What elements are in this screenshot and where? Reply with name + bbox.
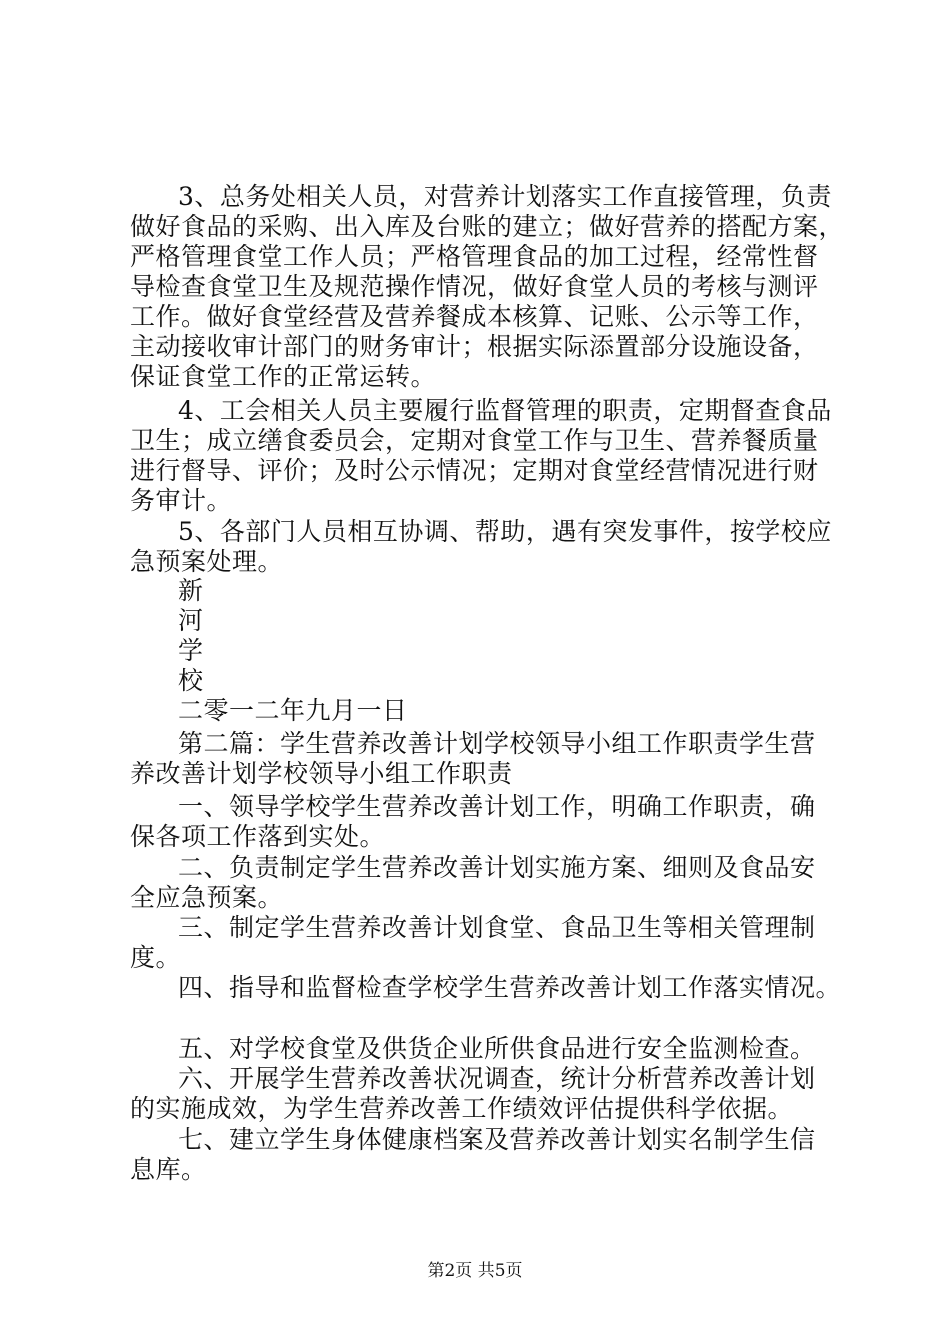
paragraph-line: 的实施成效，为学生营养改善工作绩效评估提供科学依据。 (130, 1094, 794, 1123)
page-footer: 第2页 共5页 (427, 1261, 523, 1281)
paragraph-line: 导检查食堂卫生及规范操作情况，做好食堂人员的考核与测评 (130, 272, 819, 301)
date-line: 二零一二年九月一日 (178, 696, 408, 725)
paragraph-line: 七、建立学生身体健康档案及营养改善计划实名制学生信 (178, 1125, 816, 1154)
paragraph-line: 进行督导、评价；及时公示情况；定期对食堂经营情况进行财 (130, 456, 819, 485)
signature-char: 学 (178, 636, 204, 665)
signature-char: 新 (178, 576, 204, 605)
paragraph-line: 保证食堂工作的正常运转。 (130, 362, 437, 391)
paragraph-line: 二、负责制定学生营养改善计划实施方案、细则及食品安 (178, 853, 816, 882)
paragraph-line: 三、制定学生营养改善计划食堂、食品卫生等相关管理制 (178, 913, 816, 942)
paragraph-line: 全应急预案。 (130, 883, 284, 912)
paragraph-line: 度。 (130, 943, 182, 972)
paragraph-line: 一、领导学校学生营养改善计划工作，明确工作职责，确 (178, 792, 816, 821)
signature-char: 河 (178, 606, 204, 635)
section-heading: 养改善计划学校领导小组工作职责 (130, 759, 513, 788)
paragraph-line: 息库。 (130, 1155, 207, 1184)
paragraph-line: 卫生；成立缮食委员会，定期对食堂工作与卫生、营养餐质量 (130, 426, 819, 455)
paragraph-line: 5、各部门人员相互协调、帮助，遇有突发事件，按学校应 (178, 517, 832, 546)
paragraph-line: 工作。做好食堂经营及营养餐成本核算、记账、公示等工作， (130, 302, 819, 331)
section-heading: 第二篇：学生营养改善计划学校领导小组工作职责学生营 (178, 729, 816, 758)
paragraph-line: 4、工会相关人员主要履行监督管理的职责，定期督查食品 (178, 396, 832, 425)
paragraph-line: 严格管理食堂工作人员；严格管理食品的加工过程，经常性督 (130, 242, 819, 271)
paragraph-line: 保各项工作落到实处。 (130, 822, 386, 851)
paragraph-line: 做好食品的采购、出入库及台账的建立；做好营养的搭配方案， (130, 212, 845, 241)
paragraph-line: 务审计。 (130, 486, 233, 515)
paragraph-line: 急预案处理。 (130, 547, 284, 576)
paragraph-line: 四、指导和监督检查学校学生营养改善计划工作落实情况。 (178, 973, 842, 1002)
paragraph-line: 六、开展学生营养改善状况调查，统计分析营养改善计划 (178, 1064, 816, 1093)
paragraph-line: 主动接收审计部门的财务审计；根据实际添置部分设施设备， (130, 332, 819, 361)
paragraph-line: 五、对学校食堂及供货企业所供食品进行安全监测检查。 (178, 1034, 816, 1063)
signature-char: 校 (178, 666, 204, 695)
paragraph-line: 3、总务处相关人员，对营养计划落实工作直接管理，负责 (178, 182, 832, 211)
